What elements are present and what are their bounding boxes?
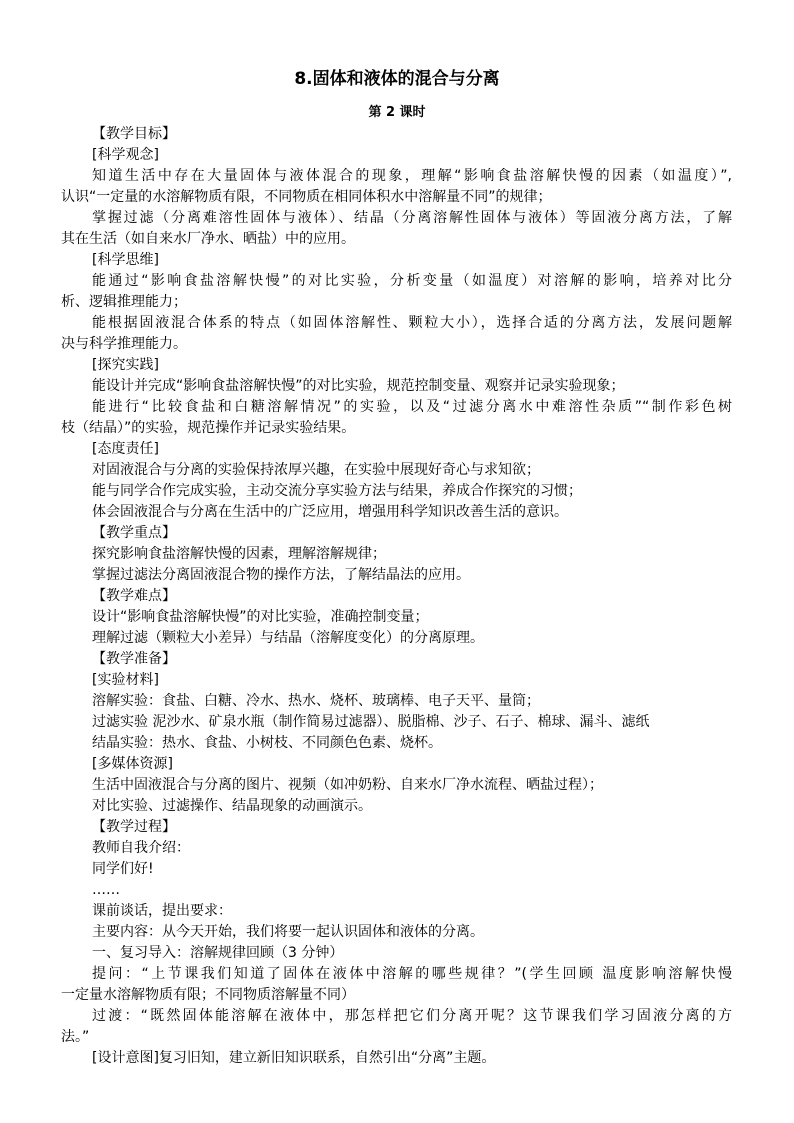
text-line: 其在生活（如自来水厂净水、晒盐）中的应用。 bbox=[61, 231, 355, 247]
text-line: 掌握过滤法分离固液混合物的操作方法，了解结晶法的应用。 bbox=[92, 567, 470, 583]
text-line: 能通过“影响食盐溶解快慢”的对比实验，分析变量（如温度）对溶解的影响，培养对比分 bbox=[92, 273, 732, 289]
text-line: 主要内容：从今天开始，我们将要一起认识固体和液体的分离。 bbox=[92, 924, 484, 940]
text-line: 体会固液混合与分离在生活中的广泛应用，增强用科学知识改善生活的意识。 bbox=[92, 504, 568, 520]
subsection-heading: [科学思维] bbox=[92, 252, 159, 268]
text-line: 能设计并完成“影响食盐溶解快慢”的对比实验，规范控制变量、观察并记录实验现象； bbox=[92, 378, 625, 394]
subsection-heading: [探究实践] bbox=[92, 357, 159, 373]
subsection-heading: [态度责任] bbox=[92, 441, 159, 457]
text-line: 提问：“上节课我们知道了固体在液体中溶解的哪些规律？”(学生回顾 温度影响溶解快慢 bbox=[92, 966, 732, 982]
subsection-heading: [实验材料] bbox=[92, 672, 159, 688]
text-line: 对固液混合与分离的实验保持浓厚兴趣，在实验中展现好奇心与求知欲； bbox=[92, 462, 540, 478]
text-line: 能根据固液混合体系的特点（如固体溶解性、颗粒大小），选择合适的分离方法，发展问题解 bbox=[92, 315, 732, 331]
lesson-period: 第 2 课时 bbox=[368, 105, 426, 120]
text-line: 析、逻辑推理能力； bbox=[61, 294, 187, 310]
section-heading-difficulties: 【教学难点】 bbox=[92, 588, 176, 604]
text-line: 一定量水溶解物质有限；不同物质溶解量不同） bbox=[61, 987, 355, 1003]
section-heading-key-points: 【教学重点】 bbox=[92, 525, 176, 541]
document-title: 8.固体和液体的混合与分离 bbox=[294, 69, 500, 89]
text-line: 能与同学合作完成实验，主动交流分享实验方法与结果，养成合作探究的习惯； bbox=[92, 483, 582, 499]
text-line: 掌握过滤（分离难溶性固体与液体）、结晶（分离溶解性固体与液体）等固液分离方法，了解 bbox=[92, 210, 732, 226]
text-line: 决与科学推理能力。 bbox=[61, 336, 187, 352]
text-line: 设计“影响食盐溶解快慢”的对比实验，准确控制变量； bbox=[92, 609, 429, 625]
text-line: 法。” bbox=[61, 1029, 90, 1045]
subsection-heading: [多媒体资源] bbox=[92, 756, 173, 772]
text-line: 对比实验、过滤操作、结晶现象的动画演示。 bbox=[92, 798, 372, 814]
text-line: …… bbox=[92, 882, 120, 898]
section-heading-process: 【教学过程】 bbox=[92, 819, 176, 835]
text-line: [设计意图]复习旧知，建立新旧知识联系，自然引出“分离”主题。 bbox=[92, 1050, 496, 1066]
text-line: 同学们好! bbox=[92, 861, 154, 877]
text-line: 探究影响食盐溶解快慢的因素，理解溶解规律； bbox=[92, 546, 386, 562]
section-heading-objectives: 【教学目标】 bbox=[92, 126, 176, 142]
text-line: 认识“一定量的水溶解物质有限，不同物质在相同体积水中溶解量不同”的规律； bbox=[61, 189, 552, 205]
text-line: 过渡：“既然固体能溶解在液体中，那怎样把它们分离开呢？这节课我们学习固液分离的方 bbox=[92, 1008, 732, 1024]
subsection-heading: [科学观念] bbox=[92, 147, 159, 163]
text-line: 理解过滤（颗粒大小差异）与结晶（溶解度变化）的分离原理。 bbox=[92, 630, 484, 646]
text-line: 枝（结晶）”的实验，规范操作并记录实验结果。 bbox=[61, 420, 356, 436]
text-line: 课前谈话，提出要求： bbox=[92, 903, 232, 919]
text-line: 一、复习导入：溶解规律回顾（3 分钟） bbox=[92, 945, 344, 961]
text-line: 能进行“比较食盐和白糖溶解情况”的实验，以及“过滤分离水中难溶性杂质”“制作彩色树 bbox=[92, 399, 732, 415]
text-line: 知道生活中存在大量固体与液体混合的现象，理解“影响食盐溶解快慢的因素（如温度）”, bbox=[92, 168, 732, 184]
text-line: 教师自我介绍： bbox=[92, 840, 190, 856]
section-heading-preparation: 【教学准备】 bbox=[92, 651, 176, 667]
text-line: 过滤实验 泥沙水、矿泉水瓶（制作简易过滤器）、脱脂棉、沙子、石子、棉球、漏斗、滤纸 bbox=[92, 714, 650, 730]
text-line: 生活中固液混合与分离的图片、视频（如冲奶粉、自来水厂净水流程、晒盐过程）； bbox=[92, 777, 603, 793]
text-line: 溶解实验：食盐、白糖、冷水、热水、烧杯、玻璃棒、电子天平、量筒； bbox=[92, 693, 540, 709]
text-line: 结晶实验：热水、食盐、小树枝、不同颜色色素、烧杯。 bbox=[92, 735, 442, 751]
